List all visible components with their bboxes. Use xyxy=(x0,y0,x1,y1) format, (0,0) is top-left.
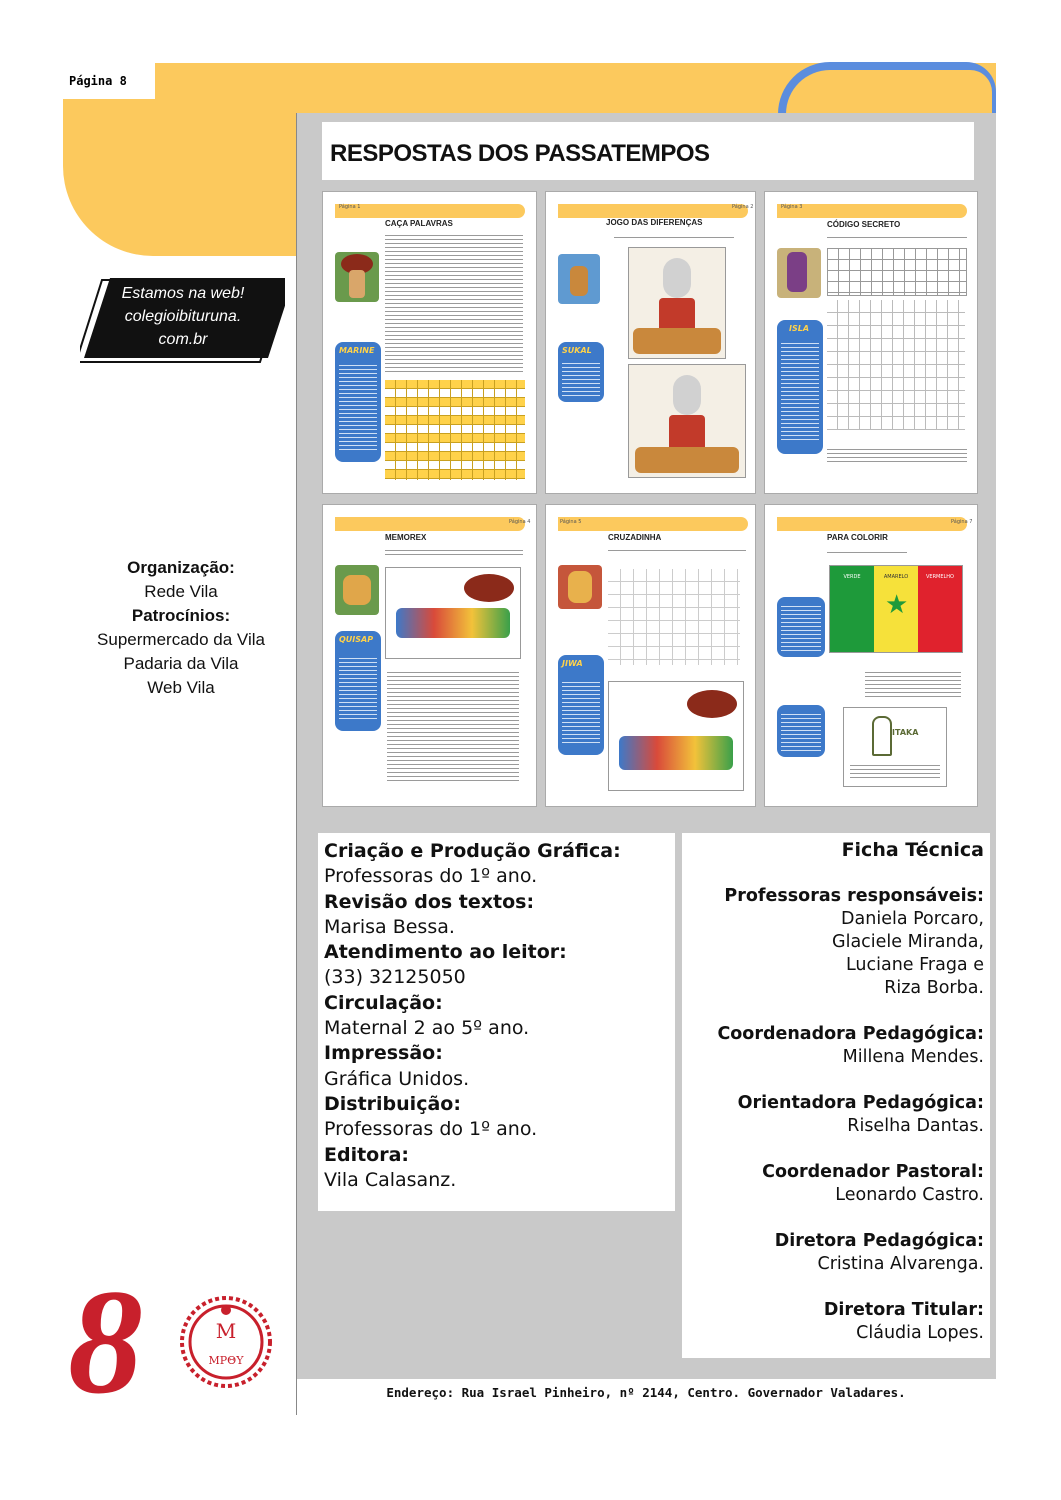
credit-heading: Revisão dos textos: xyxy=(324,890,535,913)
ficha-line: Daniela Porcaro, xyxy=(841,909,984,929)
thumb-page-label: Página 1 xyxy=(339,204,361,210)
itaka-ad xyxy=(843,707,947,787)
thumb-page-label: Página 2 xyxy=(732,204,754,210)
cipher-key-table xyxy=(827,248,967,296)
header-blue-cap-inner xyxy=(786,70,992,114)
credit-heading: Circulação: xyxy=(324,991,443,1014)
credit-value: Professoras do 1º ano. xyxy=(324,1118,538,1141)
credits-box xyxy=(318,833,675,1211)
credit-value: Professoras do 1º ano. xyxy=(324,865,538,888)
thumb-side-box xyxy=(558,342,604,402)
credit-heading: Distribuição: xyxy=(324,1092,461,1115)
thumb-side-label: ISLA xyxy=(789,324,810,333)
credit-heading: Criação e Produção Gráfica: xyxy=(324,840,621,862)
thumb-text xyxy=(387,669,519,781)
thumb-side-box xyxy=(335,342,381,462)
thumb-side-label: QUISAP xyxy=(339,635,374,644)
thumb-title: PARA COLORIR xyxy=(827,533,888,542)
ficha-heading: Coordenadora Pedagógica: xyxy=(717,1024,984,1044)
page-number: Página 8 xyxy=(63,63,155,99)
ficha-line: Cláudia Lopes. xyxy=(856,1323,984,1343)
credit-value: (33) 32125050 xyxy=(324,966,466,989)
organization-block xyxy=(70,556,292,700)
boat-illustration xyxy=(385,567,521,659)
thumb-text xyxy=(827,446,967,462)
thumb-text xyxy=(827,234,967,241)
word-search-grid xyxy=(385,380,525,480)
thumb-band xyxy=(558,204,748,218)
thumb-title: MEMOREX xyxy=(385,533,427,542)
thumb-title: JOGO DAS DIFERENÇAS xyxy=(606,218,703,227)
character-illustration xyxy=(558,254,600,304)
character-illustration xyxy=(777,248,821,298)
thumb-title: CAÇA PALAVRAS xyxy=(385,219,453,228)
sponsor-heading: Patrocínios: xyxy=(131,606,231,625)
credit-heading: Atendimento ao leitor: xyxy=(324,941,567,964)
thumb-side-label: JIWA xyxy=(562,659,583,668)
seal-icon xyxy=(182,1298,270,1386)
ficha-tecnica-box xyxy=(682,833,990,1358)
web-badge-line: com.br xyxy=(158,331,208,348)
flag-yellow xyxy=(874,566,918,652)
credit-value: Vila Calasanz. xyxy=(324,1168,457,1191)
ficha-heading: Coordenador Pastoral: xyxy=(762,1162,984,1182)
cipher-answer-grid xyxy=(827,300,965,430)
credit-heading: Editora: xyxy=(324,1143,410,1166)
ficha-heading: Orientadora Pedagógica: xyxy=(737,1093,984,1113)
thumb-side-box xyxy=(558,655,604,755)
thumb-title: CRUZADINHA xyxy=(608,533,662,542)
thumb-page-label: Página 7 xyxy=(951,519,973,525)
thumbnail-caca-palavras xyxy=(322,191,537,494)
web-badge-line: colegioibituruna. xyxy=(124,308,242,325)
character-illustration xyxy=(335,565,379,615)
thumb-side-label: SUKAL xyxy=(562,346,592,355)
credit-heading: Impressão: xyxy=(324,1042,443,1065)
thumbnail-memorex xyxy=(322,504,537,807)
thumb-text xyxy=(385,547,523,555)
boat-illustration xyxy=(608,681,744,791)
thumb-side-box xyxy=(335,631,381,731)
ficha-line: Cristina Alvarenga. xyxy=(817,1254,984,1274)
thumb-text xyxy=(614,234,734,239)
thumb-side-box xyxy=(777,320,823,454)
ficha-line: Millena Mendes. xyxy=(842,1047,984,1067)
star-icon: ★ xyxy=(885,590,909,620)
org-heading: Organização: xyxy=(127,558,235,577)
senegal-flag xyxy=(829,565,963,653)
seal-text: MPΘY xyxy=(208,1354,244,1367)
flag-label-green: VERDE xyxy=(830,566,874,652)
ficha-line: Glaciele Miranda, xyxy=(832,932,984,952)
panel-left-rule xyxy=(296,113,297,1415)
thumb-text xyxy=(865,669,961,699)
thumb-side-label: MARINE xyxy=(339,346,375,355)
ficha-line: Luciane Fraga e xyxy=(845,955,984,975)
thumb-page-label: Página 3 xyxy=(781,204,803,210)
thumbnail-cruzadinha xyxy=(545,504,756,807)
thumb-band xyxy=(777,517,967,531)
org-value: Rede Vila xyxy=(144,582,218,601)
web-badge-line: Estamos na web! xyxy=(121,285,245,302)
thumbnail-codigo-secreto xyxy=(764,191,978,494)
thumb-page-label: Página 4 xyxy=(509,519,531,525)
character-illustration xyxy=(335,252,379,302)
footer-address: Endereço: Rua Israel Pinheiro, nº 2144, Centro. Governador Valadares. xyxy=(386,1385,906,1400)
ficha-title: Ficha Técnica xyxy=(841,839,984,861)
sponsor-item: Padaria da Vila xyxy=(123,654,239,673)
crossword-grid xyxy=(608,569,740,665)
thumb-band xyxy=(335,204,525,218)
thumb-band xyxy=(777,204,967,218)
thumbnail-jogo-diferencas xyxy=(545,191,756,494)
thumb-side-box-2 xyxy=(777,705,825,757)
difference-image-top xyxy=(628,247,726,359)
thumb-text xyxy=(827,549,907,554)
difference-image-bottom xyxy=(628,364,746,478)
page-title: RESPOSTAS DOS PASSATEMPOS xyxy=(330,140,710,167)
ficha-line: Riselha Dantas. xyxy=(847,1116,984,1136)
web-badge-text xyxy=(88,282,278,351)
credit-value: Gráfica Unidos. xyxy=(324,1067,470,1090)
ficha-heading: Professoras responsáveis: xyxy=(724,886,984,906)
thumbnail-para-colorir xyxy=(764,504,978,807)
logo-number: 8 xyxy=(68,1272,143,1402)
thumb-side-box xyxy=(777,597,825,657)
thumb-title: CÓDIGO SECRETO xyxy=(827,220,901,229)
svg-text:M: M xyxy=(215,1319,237,1343)
credit-value: Maternal 2 ao 5º ano. xyxy=(324,1017,530,1040)
thumb-text xyxy=(608,547,746,553)
ficha-heading: Diretora Titular: xyxy=(823,1300,984,1320)
thumb-band xyxy=(558,517,748,531)
sponsor-item: Web Vila xyxy=(147,678,215,697)
thumb-page-label: Página 5 xyxy=(560,519,582,525)
flag-label-yellow: AMARELO xyxy=(883,574,909,580)
ficha-line: Leonardo Castro. xyxy=(835,1185,984,1205)
sponsor-item: Supermercado da Vila xyxy=(97,630,265,649)
credit-value: Marisa Bessa. xyxy=(324,915,455,938)
ficha-line: Riza Borba. xyxy=(884,978,984,998)
character-illustration xyxy=(558,565,602,609)
itaka-logo-text: ITAKA xyxy=(892,728,919,737)
ficha-heading: Diretora Pedagógica: xyxy=(774,1231,984,1251)
flag-label-red: VERMELHO xyxy=(918,566,962,652)
thumb-text xyxy=(385,232,523,372)
anniversary-logo xyxy=(68,1272,282,1402)
thumb-band xyxy=(335,517,525,531)
